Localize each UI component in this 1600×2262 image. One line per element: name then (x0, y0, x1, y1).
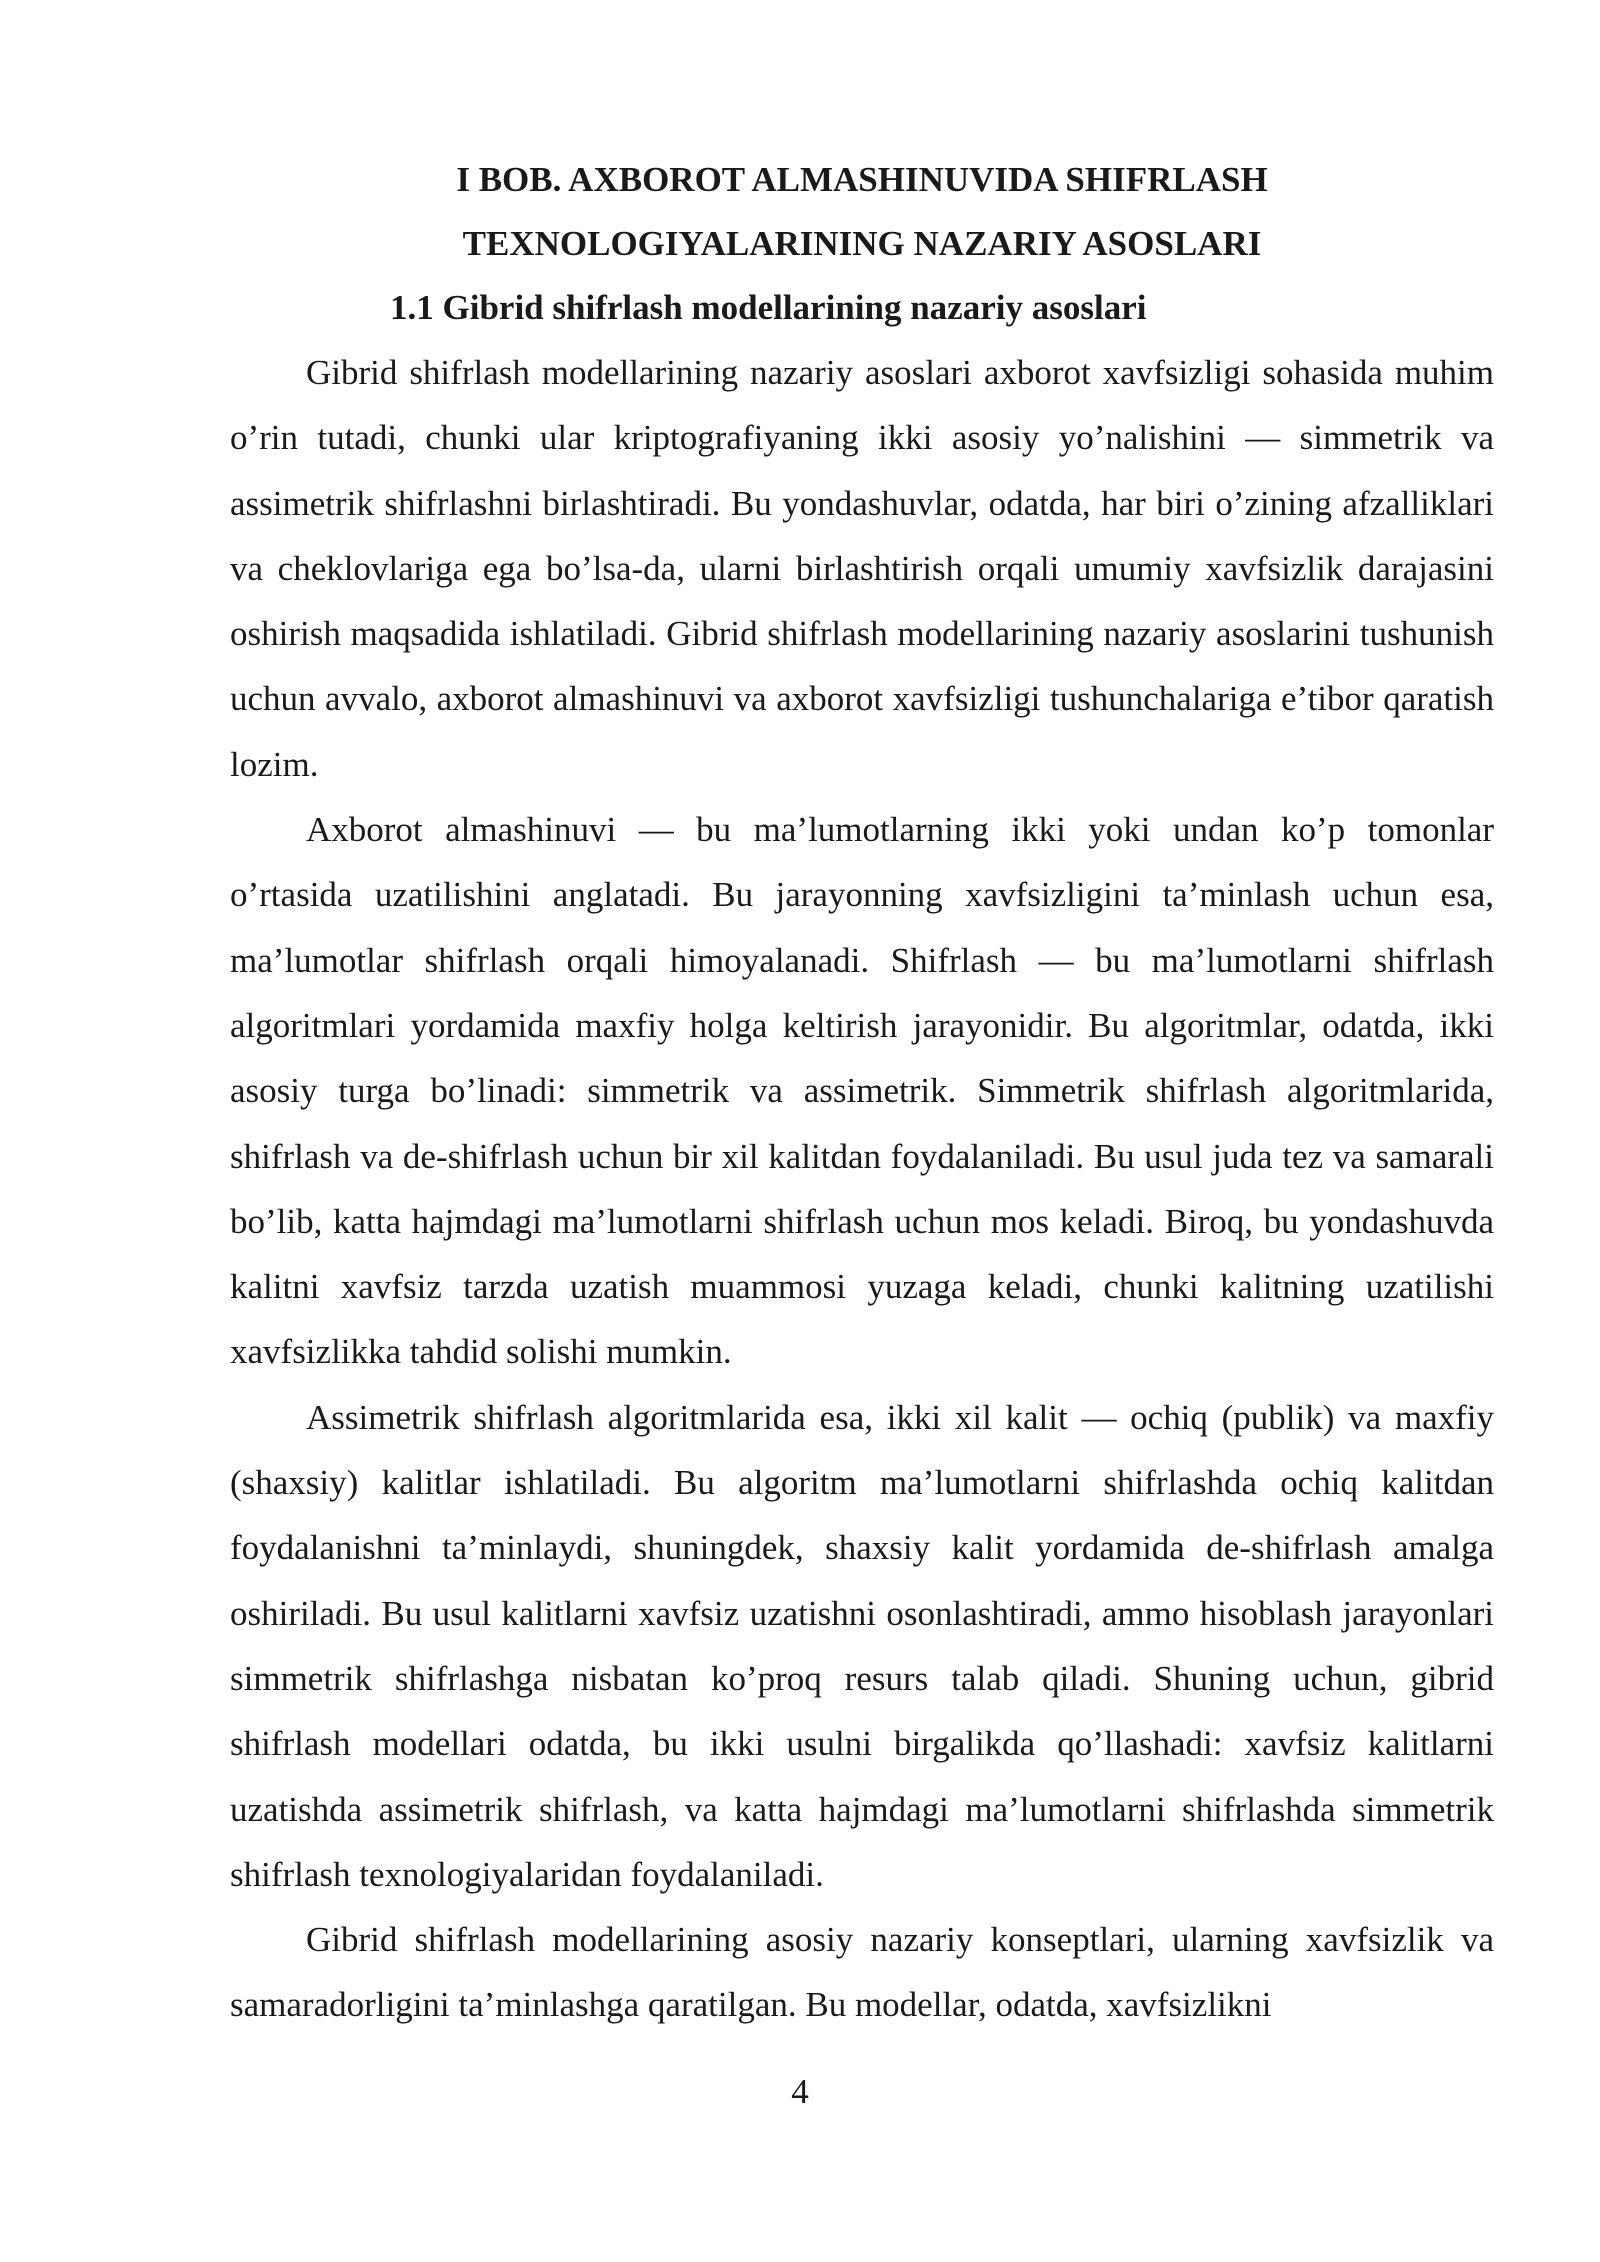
page-content (230, 148, 1494, 2038)
paragraph-2: Axborot almashinuvi — bu ma’lumotlarning ikki yoki undan ko’p tomonlar o’rtasida uzatilishini anglatadi. Bu jarayonning xavfsizligini ta’minlash uchun esa, ma’lumotlar shifrlash orqali himoyalanadi. Shifrlash — bu ma’lumotlarni shifrlash algoritmlari yordamida maxfiy holga keltirish jarayonidir. Bu algoritmlar, odatda, ikki asosiy turga bo’linadi: simmetrik va assimetrik. Simmetrik shifrlash algoritmlarida, shifrlash va de-shifrlash uchun bir xil kalitdan foydalaniladi. Bu usul juda tez va samarali bo’lib, katta hajmdagi ma’lumotlarni shifrlash uchun mos keladi. Biroq, bu yondashuvda kalitni xavfsiz tarzda uzatish muammosi yuzaga keladi, chunki kalitning uzatilishi xavfsizlikka tahdid solishi mumkin. (230, 810, 1494, 1372)
page-number: 4 (791, 2072, 809, 2111)
paragraph-4: Gibrid shifrlash modellarining asosiy nazariy konseptlari, ularning xavfsizlik va samaradorligini ta’minlashga qaratilgan. Bu modellar, odatda, xavfsizlikni (230, 1920, 1494, 2025)
chapter-title: I BOB. AXBOROT ALMASHINUVIDA SHIFRLASH TEXNOLOGIYALARINING NAZARIY ASOSLARI (456, 160, 1268, 263)
section-title: 1.1 Gibrid shifrlash modellarining nazariy asoslari (390, 288, 1147, 327)
paragraph-3: Assimetrik shifrlash algoritmlarida esa, ikki xil kalit — ochiq (publik) va maxfiy (shaxsiy) kalitlar ishlatiladi. Bu algoritm ma’lumotlarni shifrlashda ochiq kalitdan foydalanishni ta’minlaydi, shuningdek, shaxsiy kalit yordamida de-shifrlash amalga oshiriladi. Bu usul kalitlarni xavfsiz uzatishni osonlashtiradi, ammo hisoblash jarayonlari simmetrik shifrlashga nisbatan ko’proq resurs talab qiladi. Shuning uchun, gibrid shifrlash modellari odatda, bu ikki usulni birgalikda qo’llashadi: xavfsiz kalitlarni uzatishda assimetrik shifrlash, va katta hajmdagi ma’lumotlarni shifrlashda simmetrik shifrlash texnologiyalaridan foydalaniladi. (230, 1397, 1494, 1894)
paragraph-1: Gibrid shifrlash modellarining nazariy asoslari axborot xavfsizligi sohasida muhim o’rin tutadi, chunki ular kriptografiyaning ikki asosiy yo’nalishini — simmetrik va assimetrik shifrlashni birlashtiradi. Bu yondashuvlar, odatda, har biri o’zining afzalliklari va cheklovlariga ega bo’lsa-da, ularni birlashtirish orqali umumiy xavfsizlik darajasini oshirish maqsadida ishlatiladi. Gibrid shifrlash modellarining nazariy asoslarini tushunish uchun avvalo, axborot almashinuvi va axborot xavfsizligi tushunchalariga e’tibor qaratish lozim. (230, 353, 1494, 784)
